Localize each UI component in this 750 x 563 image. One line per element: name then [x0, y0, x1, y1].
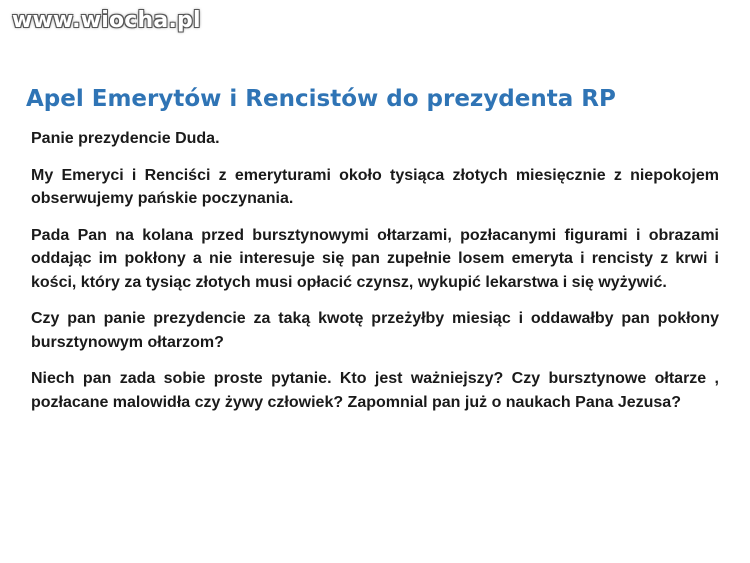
paragraph-greeting: Panie prezydencie Duda.: [31, 130, 220, 147]
watermark: www.wiocha.pl: [12, 8, 201, 33]
letter-body: [31, 127, 719, 414]
paragraph-4: Niech pan zada sobie proste pytanie. Kto jest ważniejszy? Czy bursztynowe ołtarze , pozłacane malowidła czy żywy człowiek? Zapomnial pan już o naukach Pana Jezusa?: [31, 370, 719, 411]
paragraph-1: My Emeryci i Renciści z emeryturami około tysiąca złotych miesięcznie z niepokojem obserwujemy pańskie poczynania.: [31, 166, 719, 207]
paragraph-2: Pada Pan na kolana przed bursztynowymi ołtarzami, pozłacanymi figurami i obrazami oddając im pokłony a nie interesuje się pan zupełnie losem emeryta i rencisty z krwi i kości, który za tysiąc złotych musi opłacić czynsz, wykupić lekarstwa i się wyżywić.: [31, 226, 719, 291]
document-title: Apel Emerytów i Rencistów do prezydenta RP: [26, 86, 616, 112]
paragraph-3: Czy pan panie prezydencie za taką kwotę przeżyłby miesiąc i oddawałby pan pokłony bursztynowym ołtarzom?: [31, 310, 719, 351]
